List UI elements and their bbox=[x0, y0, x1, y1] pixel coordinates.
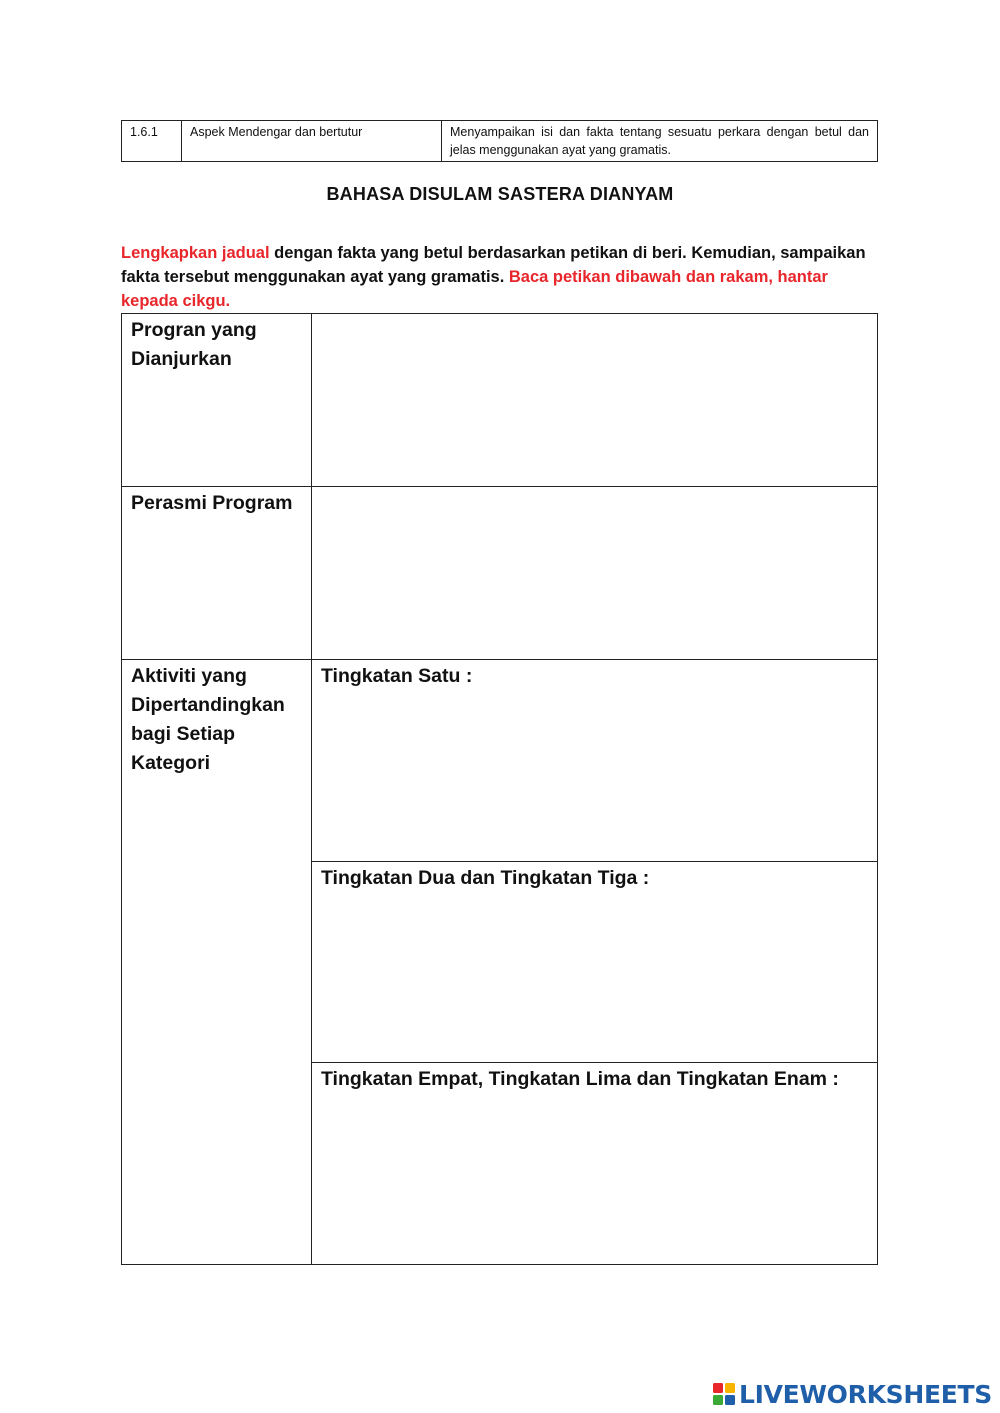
instruction-highlight-1: Lengkapkan jadual bbox=[121, 244, 270, 262]
liveworksheets-logo bbox=[712, 1378, 992, 1410]
perasmi-label: Perasmi Program bbox=[122, 487, 312, 660]
program-answer-cell[interactable] bbox=[312, 314, 878, 487]
row-program bbox=[122, 314, 878, 487]
program-answer-field[interactable] bbox=[321, 316, 868, 484]
tingkatan-dua-tiga-cell[interactable] bbox=[312, 862, 878, 1063]
tingkatan-satu-label: Tingkatan Satu : bbox=[321, 665, 473, 687]
program-label: Progran yang Dianjurkan bbox=[122, 314, 312, 487]
tingkatan-empat-lima-enam-label: Tingkatan Empat, Tingkatan Lima dan Tingkatan Enam : bbox=[321, 1068, 839, 1090]
worksheet-title: BAHASA DISULAM SASTERA DIANYAM bbox=[326, 184, 674, 204]
tingkatan-satu-cell[interactable] bbox=[312, 660, 878, 862]
instructions bbox=[121, 241, 881, 313]
perasmi-answer-cell[interactable] bbox=[312, 487, 878, 660]
standards-row bbox=[122, 121, 878, 162]
tingkatan-dua-tiga-label: Tingkatan Dua dan Tingkatan Tiga : bbox=[321, 867, 650, 889]
row-tingkatan-satu bbox=[122, 660, 878, 862]
aktiviti-label: Aktiviti yang Dipertandingkan bagi Setiap Kategori bbox=[122, 660, 312, 1265]
standard-aspect: Aspek Mendengar dan bertutur bbox=[182, 121, 442, 162]
perasmi-answer-field[interactable] bbox=[321, 489, 868, 657]
tingkatan-empat-lima-enam-cell[interactable] bbox=[312, 1063, 878, 1265]
instruction-text: dengan fakta yang betul berdasarkan petikan di beri. Kemudian, sampaikan fakta tersebut menggunakan ayat yang gramatis. bbox=[121, 244, 866, 286]
liveworksheets-logo-icon bbox=[712, 1382, 736, 1406]
instruction-highlight-2: Baca petikan dibawah dan rakam, hantar kepada cikgu. bbox=[121, 268, 828, 310]
row-perasmi bbox=[122, 487, 878, 660]
liveworksheets-logo-text: LIVEWORKSHEETS bbox=[738, 1379, 992, 1409]
answer-table bbox=[121, 313, 878, 1265]
standards-table bbox=[121, 120, 878, 162]
standard-code: 1.6.1 bbox=[122, 121, 182, 162]
standard-description: Menyampaikan isi dan fakta tentang sesuatu perkara dengan betul dan jelas menggunakan ayat yang gramatis. bbox=[442, 121, 878, 162]
